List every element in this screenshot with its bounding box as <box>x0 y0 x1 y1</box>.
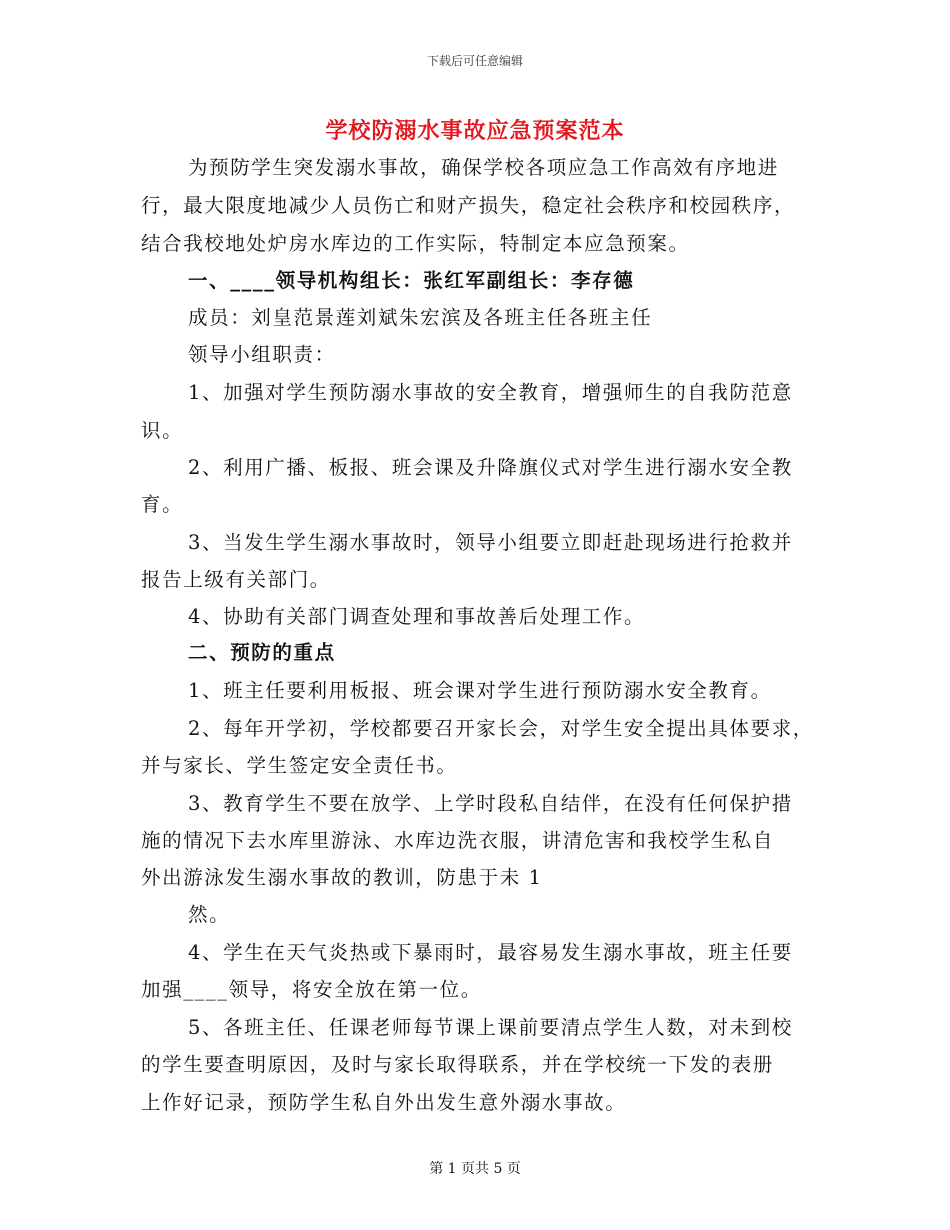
paragraph-line: 结合我校地处炉房水库边的工作实际，特制定本应急预案。 <box>141 232 690 255</box>
paragraph-line: 施的情况下去水库里游泳、水库边洗衣服，讲清危害和我校学生私自 <box>141 829 775 852</box>
paragraph-line: 成员：刘皇范景莲刘斌朱宏滨及各班主任各班主任 <box>188 306 653 329</box>
paragraph-line: 报告上级有关部门。 <box>141 568 331 591</box>
paragraph-line: 1、加强对学生预防溺水事故的安全教育，增强师生的自我防范意 <box>188 381 793 404</box>
paragraph-line: 外出游泳发生溺水事故的教训，防患于未 1 <box>141 866 543 889</box>
paragraph-line: 1、班主任要利用板报、班会课对学生进行预防溺水安全教育。 <box>188 679 772 702</box>
document-title: 学校防溺水事故应急预案范本 <box>325 118 625 144</box>
paragraph-line: 并与家长、学生签定安全责任书。 <box>141 754 458 777</box>
paragraph-line: 4、协助有关部门调查处理和事故善后处理工作。 <box>188 605 646 628</box>
paragraph-line: 3、教育学生不要在放学、上学时段私自结伴，在没有任何保护措 <box>188 792 793 815</box>
paragraph-line: 加强____领导，将安全放在第一位。 <box>141 978 482 1001</box>
paragraph-line: 的学生要查明原因，及时与家长取得联系，并在学校统一下发的表册 <box>141 1053 775 1076</box>
paragraph-line: 育。 <box>141 493 184 516</box>
paragraph-line: 2、每年开学初，学校都要召开家长会，对学生安全提出具体要求， <box>188 717 814 740</box>
paragraph-line: 4、学生在天气炎热或下暴雨时，最容易发生溺水事故，班主任要 <box>188 941 793 964</box>
paragraph-line: 为预防学生突发溺水事故，确保学校各项应急工作高效有序地进 <box>188 156 779 179</box>
section-heading: 二、预防的重点 <box>188 641 336 664</box>
paragraph-line: 行，最大限度地减少人员伤亡和财产损失，稳定社会秩序和校园秩序， <box>141 194 796 217</box>
section-heading: 一、____领导机构组长：张红军副组长：李存德 <box>188 269 635 292</box>
paragraph-line: 然。 <box>188 903 231 926</box>
paragraph-line: 5、各班主任、任课老师每节课上课前要清点学生人数，对未到校 <box>188 1016 793 1039</box>
paragraph-line: 上作好记录，预防学生私自外出发生意外溺水事故。 <box>141 1091 627 1114</box>
paragraph-line: 3、当发生学生溺水事故时，领导小组要立即赶赴现场进行抢救并 <box>188 531 793 554</box>
page-number: 第 1 页共 5 页 <box>429 1161 521 1177</box>
paragraph-line: 识。 <box>141 419 184 442</box>
paragraph-line: 领导小组职责： <box>188 343 336 366</box>
header-note: 下载后可任意编辑 <box>426 54 523 68</box>
paragraph-line: 2、利用广播、板报、班会课及升降旗仪式对学生进行溺水安全教 <box>188 456 793 479</box>
